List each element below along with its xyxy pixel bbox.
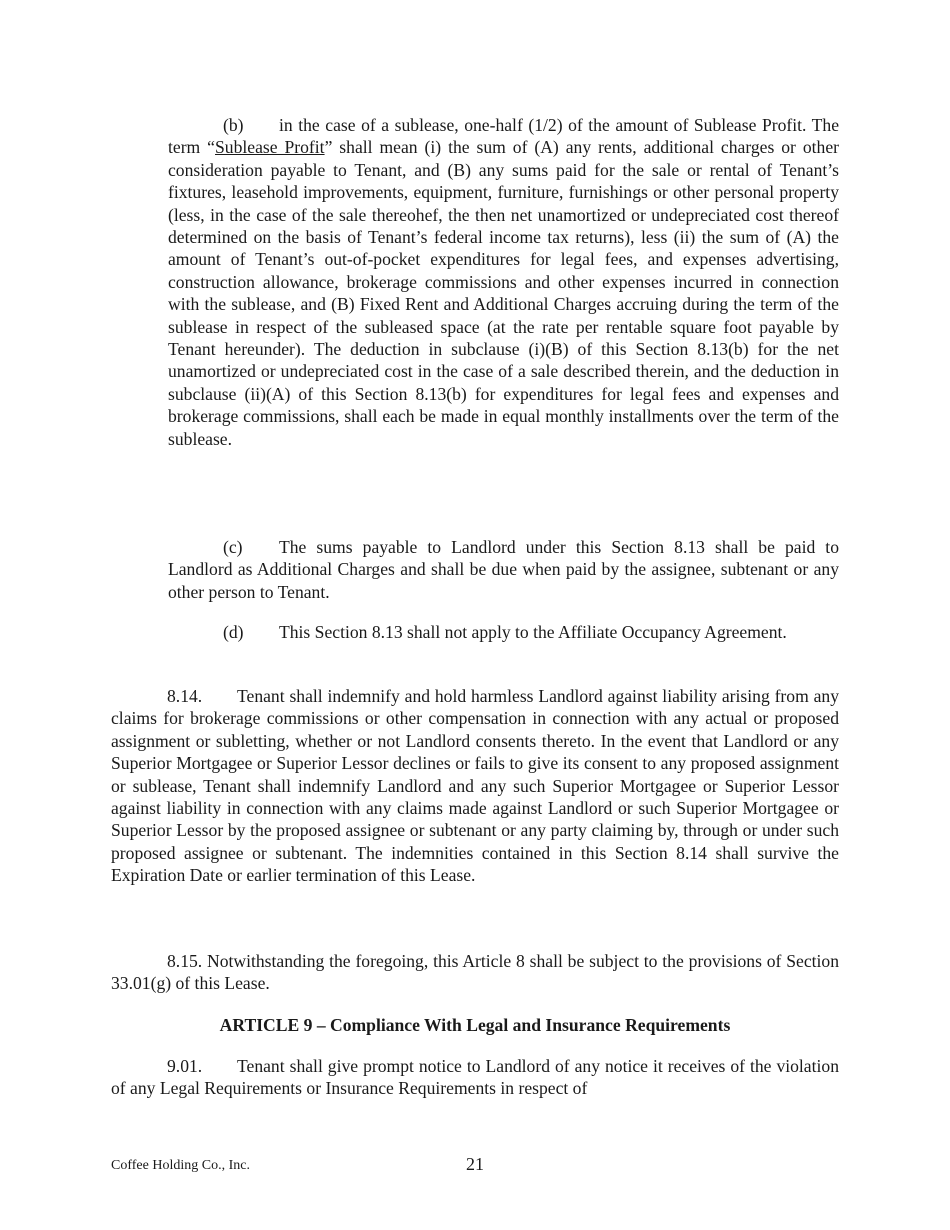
article-heading: ARTICLE 9 – Compliance With Legal and Insurance Requirements: [219, 1015, 731, 1035]
page-number: 21: [466, 1154, 484, 1174]
paragraph-text: Tenant shall indemnify and hold harmless Landlord against liability arising from any claims for brokerage commissions or other compensation in connection with any actual or proposed assignment or subletting, whether or not Landlord consents thereto. In the event that Landlord or any Superior Mortgagee or Superior Lessor declines or fails to give its consent to any proposed assignment or sublease, Tenant shall indemnify Landlord and any such Superior Mortgagee or Superior Lessor against liability in connection with any claims made against Landlord or such Superior Mortgagee or Superior Lessor by the proposed assignee or subtenant or any party claiming by, through or under such proposed assignee or subtenant. The indemnities contained in this Section 8.14 shall survive the Expiration Date or earlier termination of this Lease.: [111, 686, 839, 886]
section-9-01: [111, 1055, 839, 1100]
section-label: (c): [223, 537, 243, 557]
section-label: 8.14.: [167, 686, 203, 706]
section-label: 9.01.: [167, 1056, 203, 1076]
paragraph-8-13-d: [168, 621, 839, 643]
section-label: (d): [223, 622, 244, 642]
section-8-14: [111, 685, 839, 887]
section-label: (b): [223, 115, 244, 135]
paragraph-text: This Section 8.13 shall not apply to the Affiliate Occupancy Agreement.: [279, 622, 787, 642]
section-8-15: 8.15. Notwithstanding the foregoing, this Article 8 shall be subject to the provisions of Section 33.01(g) of this Lease.: [111, 951, 839, 994]
paragraph-text: Tenant shall give prompt notice to Landlord of any notice it receives of the violation of any Legal Requirements or Insurance Requirements in respect of: [111, 1056, 839, 1099]
defined-term-sublease-profit: Sublease Profit: [215, 137, 325, 158]
footer-company: Coffee Holding Co., Inc.: [111, 1158, 250, 1173]
paragraph-text: in the case of a sublease, one-half (1/2) of the amount of Sublease Profit. The term “: [168, 115, 839, 158]
paragraph-8-13-b: [168, 114, 839, 450]
paragraph-8-13-c: [168, 536, 839, 603]
paragraph-text-continued: ” shall mean (i) the sum of (A) any rents, additional charges or other consideration payable to Tenant, and (B) any sums paid for the sale or rental of Tenant’s fixtures, leasehold improvements, equipment, furniture, furnishings or other personal property (less, in the case of the sale thereohef, the then net unamortized or undepreciated cost thereof determined on the basis of Tenant’s federal income tax returns), less (ii) the sum of (A) the amount of Tenant’s out-of-pocket expenditures for legal fees, and expenses advertising, construction allowance, brokerage commissions and other expenses incurred in connection with the sublease, and (B) Fixed Rent and Additional Charges accruing during the term of the sublease in respect of the subleased space (at the rate per rentable square foot payable by Tenant hereunder). The deduction in subclause (i)(B) of this Section 8.13(b) for the net unamortized or undepreciated cost in the case of a sale described therein, and the deduction in subclause (ii)(A) of this Section 8.13(b) for expenditures for legal fees and expenses and brokerage commissions, shall each be made in equal monthly installments over the term of the sublease.: [168, 137, 840, 449]
paragraph-text: The sums payable to Landlord under this Section 8.13 shall be paid to Landlord as Additional Charges and shall be due when paid by the assignee, subtenant or any other person to Tenant.: [168, 537, 839, 602]
